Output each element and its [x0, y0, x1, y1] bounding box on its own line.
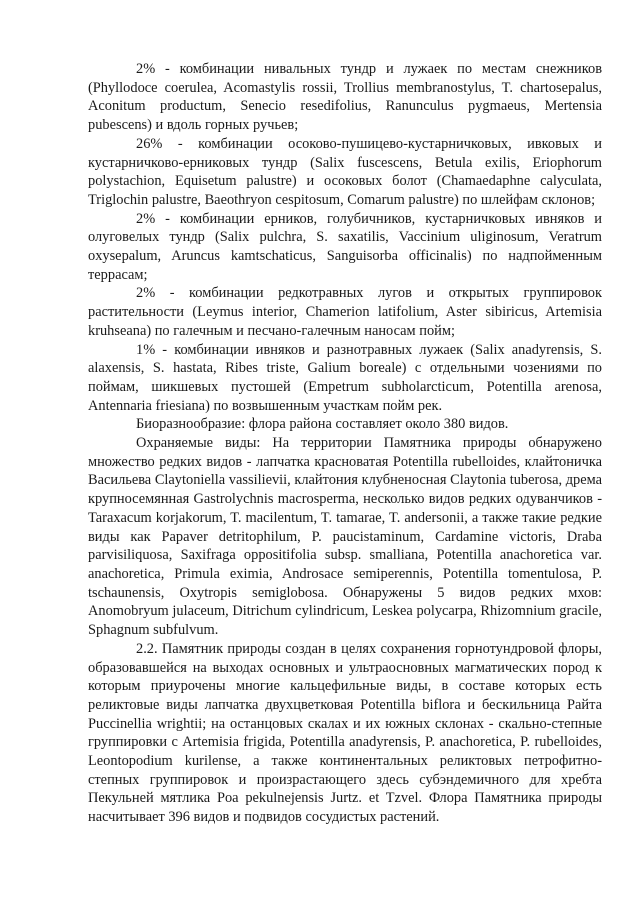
- document-body: [88, 60, 602, 827]
- paragraph-biodiversity: Биоразнообразие: флора района составляет около 380 видов.: [136, 416, 509, 433]
- paragraph-section-2-2: 2.2. Памятник природы создан в целях сохранения горнотундровой флоры, образовавшейся на выходах основных и ультраосновных магматических пород к которым приурочены многие кальцефильные виды, в составе которых есть реликтовые виды лапчатка двухцветковая Potentilla biflora и бескильница Райта Puccinellia wrightii; на останцовых скалах и их южных склонах - скально-степные группировки с Artemisia frigida, Potentilla anadyrensis, P. anachoretica, P. rubelloides, Leontopodium kurilense, а также континентальных реликтовых петрофитно-степных группировок и произрастающего здесь субэндемичного для хребта Пекульней мятлика Poa pekulnejensis Jurtz. et Tzvel. Флора Памятника природы насчитывает 396 видов и подвидов сосудистых растений.: [88, 640, 602, 826]
- paragraph-protected-species: Охраняемые виды: На территории Памятника природы обнаружено множество редких видов - лапчатка красноватая Potentilla rubelloides, клайтоничка Васильева Claytoniella vassilievii, клайтония клубненосная Claytonia tuberosa, дрема крупносемянная Gastrolychnis macrosperma, несколько видов редких одуванчиков - Taraxacum korjakorum, T. macilentum, T. tamarae, T. andersonii, а также такие редкие виды как Papaver detritophilum, P. paucistaminum, Cardamine victoris, Draba parvisiliquosa, Saxifraga oppositifolia subsp. smalliana, Potentilla anachoretica var. anachoretica, Primula eximia, Androsace semiperennis, Potentilla tomentulosa, P. tschaunensis, Oxytropis semiglobosa. Обнаружены 5 видов редких мхов: Anomobryum julaceum, Ditrichum cylindricum, Leskea polycarpa, Rhizomnium gracile, Sphagnum subfulvum.: [88, 435, 602, 639]
- paragraph-sedge-tundra: 26% - комбинации осоково-пушицево-кустарничковых, ивковых и кустарничково-ерниковых тундр (Salix fuscescens, Betula exilis, Eriophorum polystachion, Equisetum palustre) и осоковых болот (Chamaedaphne calyculata, Triglochin palustre, Baeothryon cespitosum, Comarum palustre) по шлейфам склонов;: [88, 135, 602, 208]
- paragraph-nival-tundra: 2% - комбинации нивальных тундр и лужаек по местам снежников (Phyllodoce coerulea, Acomastylis rossii, Trollius membranostylus, T. chartosepalus, Aconitum productum, Senecio resedifolius, Ranunculus pygmaeus, Mertensia pubescens) и вдоль горных ручьев;: [88, 61, 602, 134]
- paragraph-dwarf-birch: 2% - комбинации ерников, голубичников, кустарничковых ивняков и олуговелых тундр (Salix pulchra, S. saxatilis, Vaccinium uliginosum, Veratrum oxysepalum, Aruncus kamtschaticus, Sanguisorba officinalis) по надпойменным террасам;: [88, 210, 602, 283]
- paragraph-willow-thickets: 1% - комбинации ивняков и разнотравных лужаек (Salix anadyrensis, S. alaxensis, S. hastata, Ribes triste, Galium boreale) с отдельными чозениями по поймам, шикшевых пустошей (Empetrum subholarcticum, Potentilla arenosa, Antennaria friesiana) по возвышенным участкам пойм рек.: [88, 341, 602, 414]
- paragraph-sparse-meadows: 2% - комбинации редкотравных лугов и открытых группировок растительности (Leymus interior, Chamerion latifolium, Aster sibiricus, Artemisia kruhseana) по галечным и песчано-галечным наносам пойм;: [88, 285, 602, 339]
